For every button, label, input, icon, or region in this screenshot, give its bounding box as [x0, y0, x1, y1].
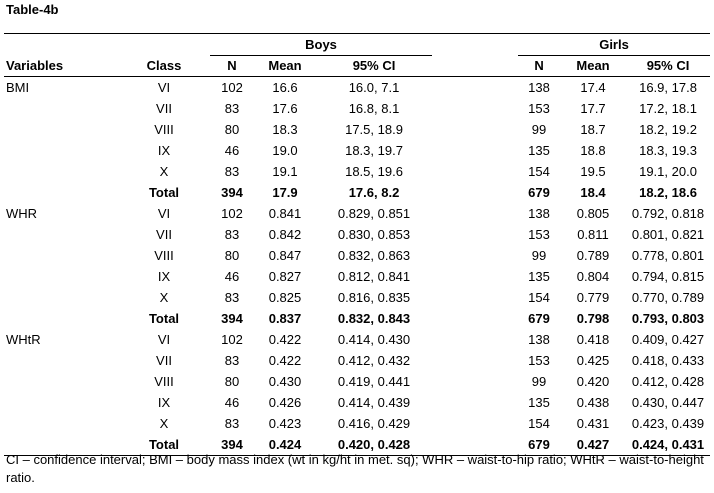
girls-ci-cell: 16.9, 17.8	[639, 80, 697, 95]
girls-ci-cell: 18.2, 18.6	[639, 185, 697, 200]
spacer-cell	[200, 371, 210, 392]
spacer-cell	[490, 329, 518, 350]
spacer-cell	[432, 308, 490, 329]
girls-mean-cell: 18.7	[580, 122, 606, 137]
variable-cell	[4, 350, 128, 371]
girls-ci-cell: 0.423, 0.439	[631, 416, 705, 431]
girls-n-cell: 153	[528, 101, 550, 116]
spacer-cell	[490, 161, 518, 182]
boys-ci-header: 95% CI	[316, 56, 432, 77]
total-row	[4, 308, 710, 329]
boys-mean-cell: 0.430	[268, 374, 302, 389]
variable-cell	[4, 287, 128, 308]
spacer-cell	[200, 392, 210, 413]
girls-mean-cell: 17.7	[580, 101, 606, 116]
girls-n-cell: 679	[528, 185, 550, 200]
class-cell: VIII	[154, 374, 174, 389]
boys-mean-cell: 0.825	[268, 290, 302, 305]
girls-ci-cell: 0.409, 0.427	[631, 332, 705, 347]
boys-ci-cell: 17.5, 18.9	[345, 122, 403, 137]
spacer-cell	[432, 182, 490, 203]
boys-n-cell: 394	[221, 185, 243, 200]
spacer-cell	[200, 245, 210, 266]
spacer-cell	[490, 224, 518, 245]
table-row	[4, 203, 710, 224]
spacer-cell	[490, 182, 518, 203]
class-cell: IX	[157, 143, 171, 158]
girls-mean-cell: 17.4	[580, 80, 606, 95]
girls-n-cell: 99	[531, 122, 547, 137]
girls-mean-cell: 0.811	[577, 227, 609, 242]
variable-cell	[4, 224, 128, 245]
spacer-cell	[200, 413, 210, 434]
spacer-cell	[432, 266, 490, 287]
class-cell: VII	[156, 353, 172, 368]
boys-ci-cell: 0.416, 0.429	[337, 416, 411, 431]
boys-mean-cell: 0.842	[268, 227, 302, 242]
girls-mean-cell: 0.804	[576, 269, 610, 284]
girls-n-cell: 99	[531, 248, 547, 263]
boys-n-cell: 46	[224, 395, 240, 410]
total-row	[4, 182, 710, 203]
girls-mean-cell: 18.4	[580, 185, 606, 200]
boys-mean-cell: 0.827	[268, 269, 302, 284]
girls-n-cell: 154	[528, 290, 550, 305]
girls-n-cell: 99	[531, 374, 547, 389]
spacer-cell	[200, 350, 210, 371]
boys-n-header: N	[210, 56, 254, 77]
girls-n-cell: 154	[528, 416, 550, 431]
class-cell: X	[159, 416, 169, 431]
spacer-cell	[490, 350, 518, 371]
girls-mean-cell: 0.431	[576, 416, 610, 431]
spacer-cell	[490, 413, 518, 434]
boys-ci-cell: 0.412, 0.432	[337, 353, 411, 368]
variable-cell	[4, 266, 128, 287]
class-cell: VII	[156, 227, 172, 242]
spacer-cell	[200, 119, 210, 140]
boys-ci-cell: 0.832, 0.843	[337, 311, 411, 326]
girls-n-cell: 135	[528, 143, 550, 158]
spacer-cell	[432, 392, 490, 413]
spacer-cell	[490, 77, 518, 99]
variable-cell	[4, 98, 128, 119]
boys-n-cell: 102	[221, 206, 243, 221]
boys-ci-cell: 18.5, 19.6	[345, 164, 403, 179]
header-row-groups	[4, 34, 710, 56]
table-row	[4, 371, 710, 392]
girls-mean-cell: 19.5	[580, 164, 606, 179]
boys-mean-cell: 17.9	[272, 185, 298, 200]
boys-n-cell: 83	[224, 290, 240, 305]
boys-mean-cell: 18.3	[272, 122, 298, 137]
boys-mean-cell: 17.6	[272, 101, 298, 116]
table-row	[4, 77, 710, 99]
spacer-cell	[490, 245, 518, 266]
spacer-cell	[432, 350, 490, 371]
boys-n-cell: 102	[221, 80, 243, 95]
class-cell: Total	[148, 311, 180, 326]
variable-cell	[4, 161, 128, 182]
boys-n-cell: 83	[224, 416, 240, 431]
boys-ci-cell: 0.816, 0.835	[337, 290, 411, 305]
boys-ci-cell: 16.0, 7.1	[348, 80, 400, 95]
variable-cell: BMI	[6, 80, 30, 95]
girls-ci-cell: 0.801, 0.821	[631, 227, 705, 242]
variable-cell	[4, 140, 128, 161]
spacer-cell	[432, 77, 490, 99]
girls-mean-cell: 0.438	[576, 395, 610, 410]
class-header: Class	[128, 56, 200, 77]
variable-cell	[4, 119, 128, 140]
spacer-cell	[432, 371, 490, 392]
variable-cell	[4, 371, 128, 392]
table-row	[4, 287, 710, 308]
table-row	[4, 392, 710, 413]
variable-cell	[4, 392, 128, 413]
table-row	[4, 224, 710, 245]
girls-n-cell: 679	[518, 434, 560, 456]
class-cell: VIII	[154, 122, 174, 137]
girls-ci-cell: 0.793, 0.803	[631, 311, 705, 326]
spacer-cell	[200, 308, 210, 329]
girls-ci-cell: 18.3, 19.3	[639, 143, 697, 158]
table-row	[4, 98, 710, 119]
class-cell: VI	[157, 206, 171, 221]
boys-ci-cell: 18.3, 19.7	[345, 143, 403, 158]
spacer-cell	[490, 140, 518, 161]
spacer-cell	[200, 161, 210, 182]
boys-header: Boys	[210, 34, 432, 56]
boys-n-cell: 83	[224, 164, 240, 179]
girls-mean-header: Mean	[560, 56, 626, 77]
class-cell: VI	[157, 80, 171, 95]
boys-ci-cell: 0.414, 0.439	[337, 395, 411, 410]
class-cell: VIII	[154, 248, 174, 263]
girls-n-cell: 138	[528, 80, 550, 95]
girls-mean-cell: 18.8	[580, 143, 606, 158]
boys-ci-cell: 0.419, 0.441	[337, 374, 411, 389]
class-cell: IX	[157, 269, 171, 284]
boys-ci-cell: 0.829, 0.851	[337, 206, 411, 221]
boys-n-cell: 83	[224, 353, 240, 368]
boys-mean-cell: 0.423	[268, 416, 302, 431]
girls-n-cell: 135	[528, 395, 550, 410]
girls-ci-cell: 18.2, 19.2	[639, 122, 697, 137]
boys-mean-cell: 0.422	[268, 332, 302, 347]
table-body	[4, 77, 710, 456]
boys-n-cell: 46	[224, 269, 240, 284]
girls-mean-cell: 0.427	[560, 434, 626, 456]
girls-mean-cell: 0.798	[576, 311, 610, 326]
boys-mean-cell: 19.1	[272, 164, 298, 179]
girls-mean-cell: 0.425	[576, 353, 610, 368]
girls-ci-cell: 0.770, 0.789	[631, 290, 705, 305]
footnote: CI – confidence interval; BMI – body mass index (wt in kg/ht in met. sq); WHR – waist-to-hip ratio; WHtR – waist-to-height ratio.	[6, 452, 704, 485]
spacer-cell	[432, 413, 490, 434]
spacer-cell	[432, 98, 490, 119]
boys-mean-cell: 0.424	[254, 434, 316, 456]
boys-ci-cell: 17.6, 8.2	[348, 185, 400, 200]
girls-ci-cell: 0.418, 0.433	[631, 353, 705, 368]
boys-n-cell: 46	[224, 143, 240, 158]
girls-n-cell: 679	[528, 311, 550, 326]
spacer-cell	[432, 203, 490, 224]
header-row-columns	[4, 56, 710, 77]
boys-n-cell: 394	[221, 311, 243, 326]
girls-mean-cell: 0.420	[576, 374, 610, 389]
boys-n-cell: 80	[224, 248, 240, 263]
girls-ci-cell: 19.1, 20.0	[639, 164, 697, 179]
boys-n-cell: 102	[221, 332, 243, 347]
girls-n-cell: 153	[528, 353, 550, 368]
boys-mean-cell: 19.0	[272, 143, 298, 158]
spacer-cell	[200, 140, 210, 161]
girls-ci-cell: 17.2, 18.1	[639, 101, 697, 116]
girls-mean-cell: 0.779	[576, 290, 610, 305]
class-cell: Total	[148, 185, 180, 200]
table-row	[4, 140, 710, 161]
spacer-cell	[432, 224, 490, 245]
boys-mean-cell: 0.426	[268, 395, 302, 410]
variable-cell: WHtR	[6, 332, 41, 347]
spacer-cell	[432, 287, 490, 308]
table-row	[4, 350, 710, 371]
spacer-cell	[432, 161, 490, 182]
spacer-cell	[200, 77, 210, 99]
girls-n-cell: 154	[528, 164, 550, 179]
spacer-cell	[432, 140, 490, 161]
girls-ci-cell: 0.794, 0.815	[631, 269, 705, 284]
variable-cell: WHR	[6, 206, 38, 221]
table-row	[4, 266, 710, 287]
class-cell: Total	[128, 434, 200, 456]
class-cell: VII	[156, 101, 172, 116]
boys-ci-cell: 16.8, 8.1	[348, 101, 400, 116]
girls-n-cell: 153	[528, 227, 550, 242]
boys-ci-cell: 0.830, 0.853	[337, 227, 411, 242]
boys-mean-cell: 16.6	[272, 80, 298, 95]
boys-mean-cell: 0.837	[268, 311, 302, 326]
table-row	[4, 119, 710, 140]
boys-n-cell: 83	[224, 227, 240, 242]
girls-mean-cell: 0.789	[576, 248, 610, 263]
class-cell: X	[159, 290, 169, 305]
boys-n-cell: 394	[210, 434, 254, 456]
girls-ci-header: 95% CI	[626, 56, 710, 77]
girls-n-cell: 138	[528, 332, 550, 347]
variable-cell	[4, 182, 128, 203]
boys-mean-cell: 0.841	[268, 206, 302, 221]
class-cell: VI	[157, 332, 171, 347]
spacer-cell	[490, 266, 518, 287]
spacer-cell	[200, 98, 210, 119]
boys-ci-cell: 0.832, 0.863	[337, 248, 411, 263]
variable-cell	[4, 245, 128, 266]
girls-ci-cell: 0.430, 0.447	[631, 395, 705, 410]
girls-ci-cell: 0.412, 0.428	[631, 374, 705, 389]
girls-n-cell: 135	[528, 269, 550, 284]
table-row	[4, 329, 710, 350]
boys-mean-cell: 0.422	[268, 353, 302, 368]
boys-mean-header: Mean	[254, 56, 316, 77]
spacer-cell	[490, 287, 518, 308]
table-title: Table-4b	[6, 2, 59, 17]
girls-ci-cell: 0.778, 0.801	[631, 248, 705, 263]
girls-ci-cell: 0.424, 0.431	[626, 434, 710, 456]
spacer-cell	[490, 98, 518, 119]
variable-cell	[4, 413, 128, 434]
girls-mean-cell: 0.805	[576, 206, 610, 221]
variable-cell	[4, 308, 128, 329]
spacer-cell	[490, 119, 518, 140]
class-cell: X	[159, 164, 169, 179]
girls-mean-cell: 0.418	[576, 332, 610, 347]
spacer-cell	[432, 329, 490, 350]
spacer-cell	[490, 371, 518, 392]
girls-ci-cell: 0.792, 0.818	[631, 206, 705, 221]
class-cell: IX	[157, 395, 171, 410]
data-table	[4, 33, 710, 456]
spacer-cell	[200, 203, 210, 224]
boys-n-cell: 83	[224, 101, 240, 116]
table-row	[4, 245, 710, 266]
spacer-cell	[432, 245, 490, 266]
table-row	[4, 413, 710, 434]
spacer-cell	[490, 392, 518, 413]
table-row	[4, 161, 710, 182]
girls-n-header: N	[518, 56, 560, 77]
spacer-cell	[200, 287, 210, 308]
boys-ci-cell: 0.420, 0.428	[316, 434, 432, 456]
spacer-cell	[200, 329, 210, 350]
spacer-cell	[200, 266, 210, 287]
boys-n-cell: 80	[224, 122, 240, 137]
boys-ci-cell: 0.812, 0.841	[337, 269, 411, 284]
girls-n-cell: 138	[528, 206, 550, 221]
spacer-cell	[200, 224, 210, 245]
boys-n-cell: 80	[224, 374, 240, 389]
spacer-cell	[432, 119, 490, 140]
boys-mean-cell: 0.847	[268, 248, 302, 263]
spacer-cell	[200, 182, 210, 203]
spacer-cell	[490, 308, 518, 329]
boys-ci-cell: 0.414, 0.430	[337, 332, 411, 347]
variables-header: Variables	[4, 56, 128, 77]
spacer-cell	[490, 203, 518, 224]
girls-header: Girls	[518, 34, 710, 56]
